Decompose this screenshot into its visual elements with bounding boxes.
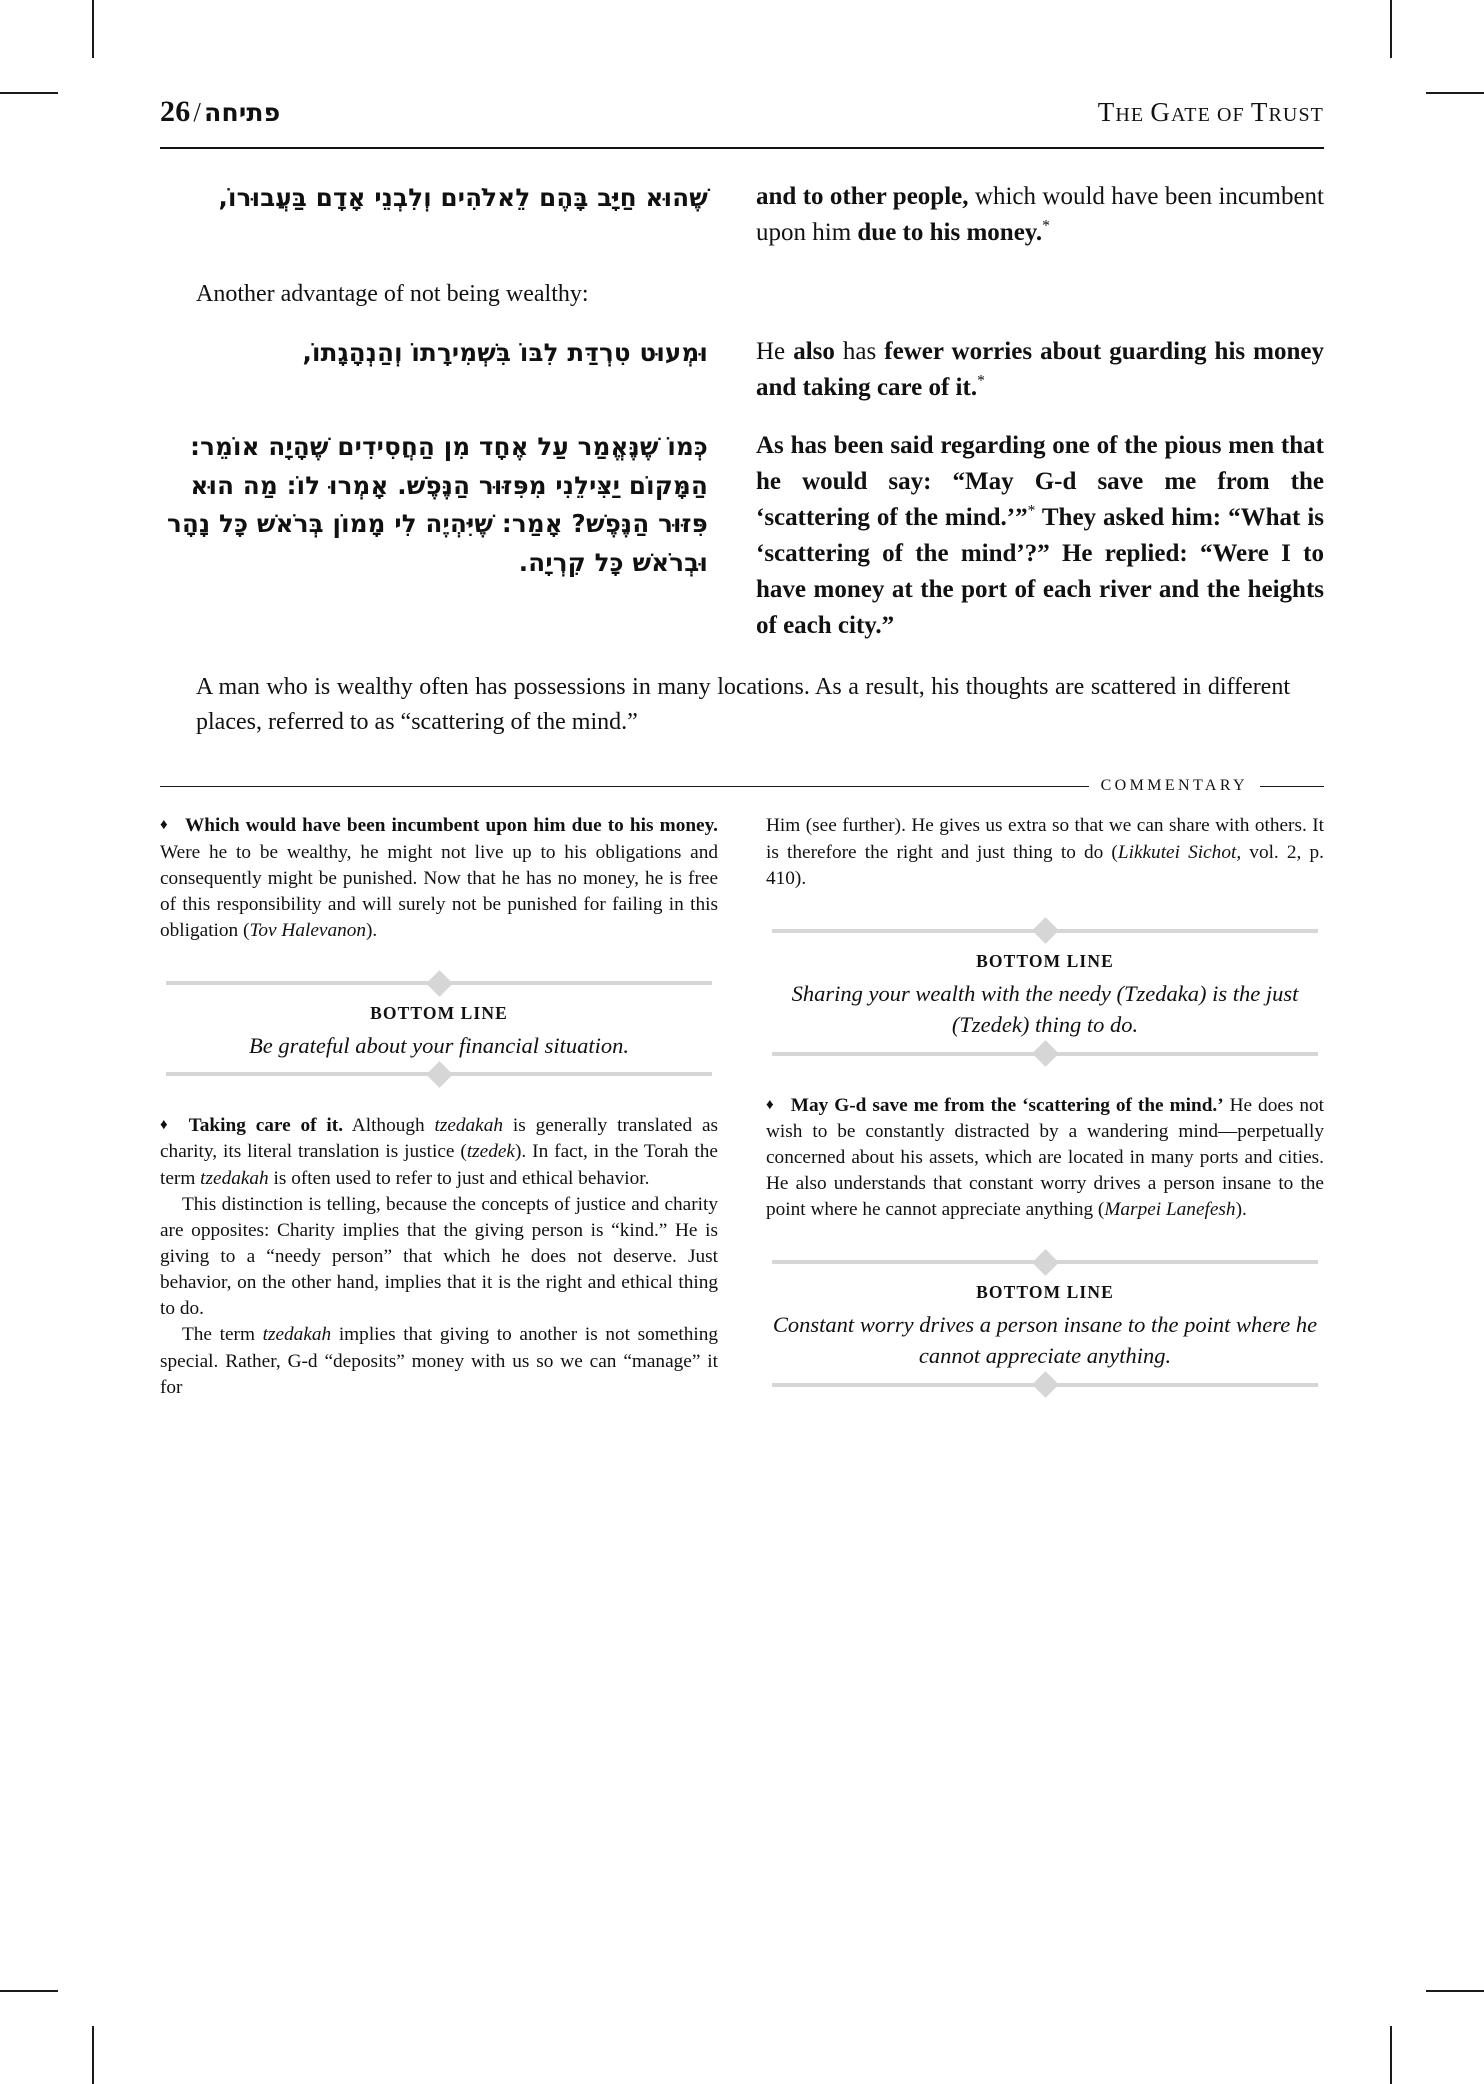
commentary-source: Likkutei Sichot, [1117, 841, 1242, 863]
book-title-cap-g: G [1150, 97, 1171, 127]
book-title-cap-t1: T [1097, 97, 1116, 127]
commentary-paragraph: This distinction is telling, because the concepts of justice and charity are opposites: Charity implies that the giving person is “kind.” He is giving to a “needy person” that which he does not deserve. Just behavior, on the other hand, implies that it is the right and ethical thing to do. [160, 1193, 718, 1320]
folio-number: 26 [160, 95, 191, 128]
commentary-italic-term-2: tzedek [466, 1141, 515, 1163]
crop-mark-bottom-right-horizontal [1426, 1990, 1484, 1992]
bilingual-body [160, 149, 1324, 761]
diamond-bullet-icon: ♦ [766, 1096, 775, 1113]
book-title-rust: RUST [1268, 104, 1324, 126]
english-translation [742, 334, 1324, 406]
translation-gloss-2: has [834, 337, 885, 365]
bottom-line-title: BOTTOM LINE [976, 1282, 1114, 1303]
book-title-he: HE [1115, 104, 1151, 126]
bottom-line-text: Constant worry drives a person insane to the point where he cannot appreciate anything. [772, 1311, 1318, 1369]
diamond-ornament-icon [1032, 1371, 1059, 1398]
commentary-source: Marpei Lanefesh [1104, 1199, 1236, 1221]
bottom-line-box [766, 918, 1324, 1067]
translation-bold-2: fewer worries about guarding his money and taking care of it. [756, 337, 1324, 401]
commentary-note [766, 1093, 1324, 1224]
translation-bold-2: due to his money. [857, 219, 1043, 246]
english-translation [742, 179, 1324, 251]
bottom-line-rule-top [166, 970, 712, 996]
commentary-columns [160, 813, 1324, 1424]
commentary-note [160, 813, 718, 944]
commentary-body-2: is generally translated as charity, its literal translation is justice ( [160, 1115, 719, 1163]
commentary-body-2: implies that giving to another is not something special. Rather, G-d “deposits” money with us so we can “manage” it for [160, 1324, 719, 1398]
verse-block [160, 334, 1324, 406]
bottom-line-rule-bottom [166, 1061, 712, 1087]
commentary-column-right [766, 813, 1324, 1424]
diamond-bullet-icon: ♦ [160, 1117, 173, 1134]
commentary-italic-term: tzedakah [262, 1324, 332, 1346]
verse-block [160, 428, 1324, 644]
crop-mark-top-right-vertical [1390, 0, 1392, 58]
commentary-body-4: is often used to refer to just and ethical behavior. [268, 1167, 650, 1189]
folio-hebrew-section: פתיחה [204, 98, 281, 127]
bottom-line-box [766, 1249, 1324, 1398]
page-content [160, 95, 1324, 1424]
translation-bold: and to other people, [756, 183, 969, 210]
verse-block [160, 179, 1324, 251]
diamond-ornament-icon [426, 970, 453, 997]
bottom-line-box [160, 970, 718, 1087]
commentary-body: He does not wish to be constantly distracted by a wandering mind—perpetually concerned about his assets, which are located in many ports and cities. He also understands that constant worry drives a person insane to the point where he cannot appreciate anything ( [766, 1094, 1324, 1221]
hebrew-text: וּמְעוּט טִרְדַּת לִבּוֹ בִּשְׁמִירָתוֹ וְהַנְהָגָתוֹ, [302, 337, 708, 367]
commentary-separator [160, 777, 1324, 795]
commentary-label: COMMENTARY [1100, 777, 1248, 795]
crop-mark-bottom-left-vertical [92, 2026, 94, 2084]
commentary-body-3: ). In fact, in the Torah the term [160, 1141, 718, 1189]
folio [160, 95, 280, 129]
interstitial-note: A man who is wealthy often has possessions in many locations. As a result, his thoughts are scattered in different places, referred to as “scattering of the mind.” [196, 673, 1290, 735]
bottom-line-rule-bottom [772, 1372, 1318, 1398]
commentary-body-end: ). [366, 919, 378, 941]
diamond-bullet-icon: ♦ [160, 817, 169, 834]
commentary-body: Were he to be wealthy, he might not live up to his obligations and consequently might be punished. Now that he has no money, he is free of this responsibility and will surely not be punished for failing in this obligation ( [160, 841, 718, 941]
book-title-cap-t2: T [1250, 97, 1269, 127]
commentary-note [160, 1113, 718, 1191]
bottom-line-rule-top [772, 918, 1318, 944]
commentary-lemma: Which would have been incumbent upon him due to his money. [184, 815, 719, 837]
footnote-marker: * [1027, 502, 1036, 520]
commentary-body: The term [182, 1324, 263, 1346]
translation-bold-2: They asked him: “What is ‘scattering of the mind’?” He replied: “Were I to have money at the port of each river and the heights of each city.” [756, 503, 1324, 639]
separator-rule-left [160, 786, 1089, 787]
diamond-ornament-icon [426, 1061, 453, 1088]
commentary-source: Tov Halevanon [249, 919, 367, 941]
separator-rule-right [1260, 786, 1324, 787]
crop-mark-bottom-right-vertical [1390, 2026, 1392, 2084]
crop-mark-bottom-left-horizontal [0, 1990, 58, 1992]
translation-gloss: He [756, 337, 794, 365]
commentary-paragraph [160, 1322, 718, 1400]
book-title [1098, 97, 1324, 128]
hebrew-text: כְּמוֹ שֶׁנֶּאֱמַר עַל אֶחָד מִן הַחֲסִידִים שֶׁהָיָה אוֹמֵר: הַמָּקוֹם יַצִּילֵנִי מִפִּזּוּר הַנֶּפֶשׁ. אָמְרוּ לוֹ: מַה הוּא פִּזּוּר הַנֶּפֶשׁ? אָמַר: שֶׁיִּהְיֶה לִי מָמוֹן בְּרֹאשׁ כָּל נָהָר וּבְרֹאשׁ כָּל קִרְיָה. [167, 431, 708, 577]
diamond-ornament-icon [1032, 1040, 1059, 1067]
commentary-body: Although [343, 1115, 435, 1137]
bottom-line-title: BOTTOM LINE [976, 950, 1114, 971]
bottom-line-text: Be grateful about your financial situation. [249, 1032, 629, 1058]
commentary-body-end: vol. 2, p. 410). [766, 841, 1324, 889]
english-translation [742, 428, 1324, 644]
folio-separator: / [193, 97, 202, 127]
bottom-line-rule-top [772, 1249, 1318, 1275]
bottom-line-text: Sharing your wealth with the needy (Tzedaka) is the just (Tzedek) thing to do. [791, 980, 1299, 1038]
diamond-ornament-icon [1032, 1249, 1059, 1276]
translation-gloss: which would have been incumbent upon him [756, 183, 1324, 246]
interstitial-note: Another advantage of not being wealthy: [196, 281, 589, 307]
commentary-italic-term-3: tzedakah [200, 1167, 269, 1189]
crop-mark-top-left-vertical [92, 0, 94, 58]
diamond-ornament-icon [1032, 917, 1059, 944]
commentary-column-left [160, 813, 718, 1424]
bottom-line-title: BOTTOM LINE [370, 1003, 508, 1024]
footnote-marker: * [977, 372, 985, 390]
commentary-paragraph-continued [766, 813, 1324, 891]
footnote-marker: * [1042, 217, 1050, 235]
hebrew-text: שֶׁהוּא חַיָּב בָּהֶם לֵאלֹהִים וְלִבְנֵי אָדָם בַּעֲבוּרוֹ, [218, 183, 708, 212]
running-head [160, 95, 1324, 141]
bottom-line-rule-bottom [772, 1041, 1318, 1067]
crop-mark-top-left-horizontal [0, 92, 58, 94]
commentary-lemma: Taking care of it. [188, 1115, 344, 1137]
commentary-body: Him (see further). He gives us extra so that we can share with others. It is therefore the right and just thing to do ( [766, 815, 1324, 863]
translation-bold: also [793, 337, 835, 365]
commentary-body-end: ). [1235, 1199, 1247, 1221]
commentary-lemma: May G-d save me from the ‘scattering of the mind.’ [790, 1094, 1224, 1116]
commentary-italic-term: tzedakah [434, 1115, 504, 1137]
translation-bold: As has been said regarding one of the pious men that he would say: “May G-d save me from the ‘scattering of the mind.’” [756, 431, 1324, 531]
book-title-ate-of: ATE OF [1170, 104, 1251, 126]
crop-mark-top-right-horizontal [1426, 92, 1484, 94]
